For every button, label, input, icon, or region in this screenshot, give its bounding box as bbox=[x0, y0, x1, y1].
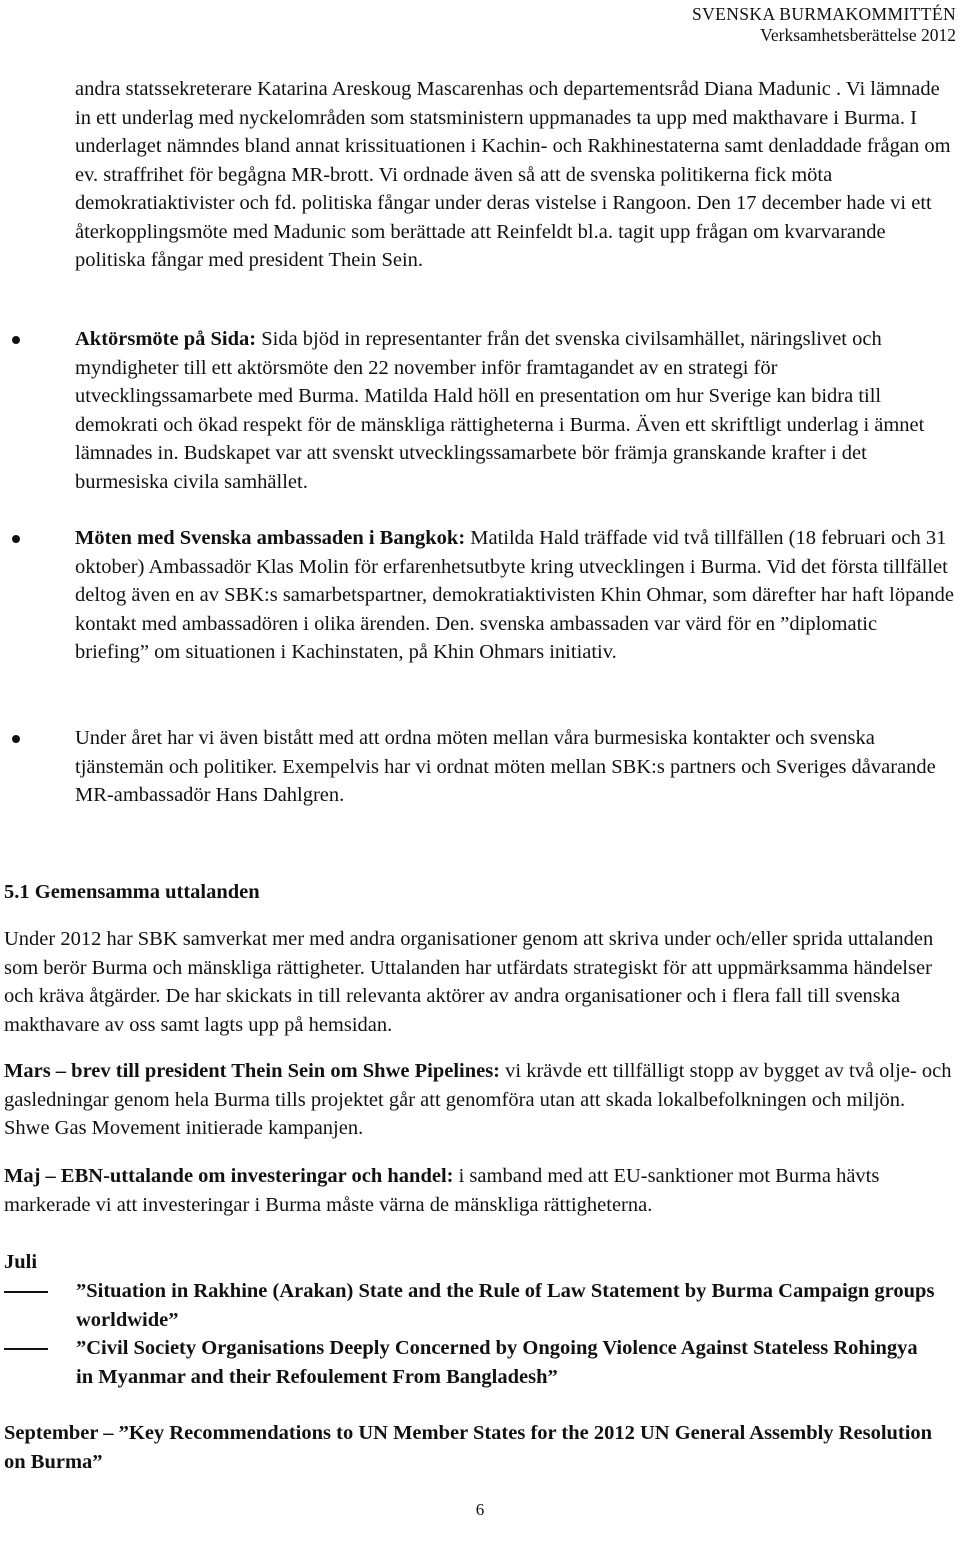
statement-mars-body: vi krävde ett tillfälligt stopp av bygget av två olje- och gasledningar genom hela Burma tills projektet går att genomföra utan att skada lokalbefolkningen och miljön. Shwe Gas Movement initierade kampanjen. bbox=[4, 1060, 952, 1139]
bullet-icon bbox=[12, 336, 20, 344]
intro-continuation-paragraph: andra statssekreterare Katarina Areskoug Mascarenhas och departementsråd Diana Madunic . Vi lämnade in ett underlag med nyckelområden som statsministern uppmanades ta upp med makthavare i Burma. I underlaget nämndes bland annat krissituationen i Kachin- och Rakhinestaterna samt denladdade frågan om ev. straffrihet för begågna MR-brott. Vi ordnade även så att de svenska politikerna fick möta demokratiaktivister och fd. politiska fångar under deras vistelse i Rangoon. Den 17 december hade vi ett återkopplingsmöte med Madunic som berättade att Reinfeldt bl.a. tagit upp frågan om kvarvarande politiska fångar med president Thein Sein. bbox=[75, 78, 951, 271]
statement-maj-body: i samband med att EU-sanktioner mot Burma hävts markerade vi att investeringar i Burma måste värna de mänskliga rättigheterna. bbox=[4, 1165, 880, 1216]
bullet-icon bbox=[12, 535, 20, 543]
bullet-body: Under året har vi även bistått med att ordna möten mellan våra burmesiska kontakter och svenska tjänstemän och politiker. Exempelvis har vi ordnat möten mellan SBK:s partners och Sveriges dåvarande MR-ambassadör Hans Dahlgren. bbox=[75, 727, 936, 806]
dash-icon bbox=[4, 1348, 48, 1350]
bullet-icon bbox=[12, 735, 20, 743]
section-intro-paragraph: Under 2012 har SBK samverkat mer med andra organisationer genom att skriva under och/eller sprida uttalanden som berör Burma och mänskliga rättigheter. Uttalanden har utfärdats strategiskt för att uppmärksamma händelser och kräva åtgärder. De har skickats in till relevanta aktörer av andra organisationer och i flera fall till svenska makthavare av oss samt lagts upp på hemsidan. bbox=[4, 928, 934, 1036]
juli-item-text: ”Situation in Rakhine (Arakan) State and the Rule of Law Statement by Burma Campaign groups worldwide” bbox=[76, 1280, 935, 1331]
bullet-lead: Möten med Svenska ambassaden i Bangkok: bbox=[75, 527, 466, 549]
section-heading: 5.1 Gemensamma uttalanden bbox=[4, 881, 260, 903]
page-number: 6 bbox=[475, 1500, 485, 1519]
bullet-text bbox=[75, 524, 955, 667]
statement-september: September – ”Key Recommendations to UN Member States for the 2012 UN General Assembly Resolution on Burma” bbox=[4, 1422, 933, 1473]
page-header bbox=[692, 4, 956, 46]
bullet-text bbox=[75, 325, 955, 496]
bullet-body: Sida bjöd in representanter från det svenska civilsamhället, näringslivet och myndigheter till ett aktörsmöte den 22 november inför framtagandet av en strategi för utvecklingssamarbete med Burma. Matilda Hald höll en presentation om hur Sverige kan bidra till demokrati och ökad respekt för de mänskliga rättigheterna i Burma. Även ett skriftligt underlag i ämnet lämnades in. Budskapet var att svenskt utvecklingssamarbete bör främja granskande krafter i det burmesiska civila samhället. bbox=[75, 328, 925, 493]
statement-mars bbox=[4, 1057, 954, 1143]
statement-maj-lead: Maj – EBN-uttalande om investeringar och handel: bbox=[4, 1165, 454, 1187]
statement-juli-label: Juli bbox=[4, 1251, 38, 1273]
juli-item-text: ”Civil Society Organisations Deeply Concerned by Ongoing Violence Against Stateless Rohingya in Myanmar and their Refoulement From Bangladesh” bbox=[76, 1337, 918, 1388]
statement-maj bbox=[4, 1162, 954, 1219]
bullet-body: Matilda Hald träffade vid två tillfällen (18 februari och 31 oktober) Ambassadör Klas Molin för erfarenhetsutbyte kring utvecklingen i Burma. Vid det första tillfället deltog även en av SBK:s samarbetspartner, demokratiaktivisten Khin Ohmar, som därefter har haft löpande kontakt med ambassadören i olika ärenden. Den. svenska ambassaden var värd för en ”diplomatic briefing” om situationen i Kachinstaten, på Khin Ohmars initiativ. bbox=[75, 527, 955, 663]
bullet-text bbox=[75, 724, 955, 810]
dash-icon bbox=[4, 1291, 48, 1293]
header-org-name: SVENSKA BURMAKOMMITTÉN bbox=[691, 4, 956, 24]
header-subtitle: Verksamhetsberättelse 2012 bbox=[760, 25, 956, 45]
statement-mars-lead: Mars – brev till president Thein Sein om Shwe Pipelines: bbox=[4, 1060, 501, 1082]
bullet-lead: Aktörsmöte på Sida: bbox=[75, 328, 257, 350]
